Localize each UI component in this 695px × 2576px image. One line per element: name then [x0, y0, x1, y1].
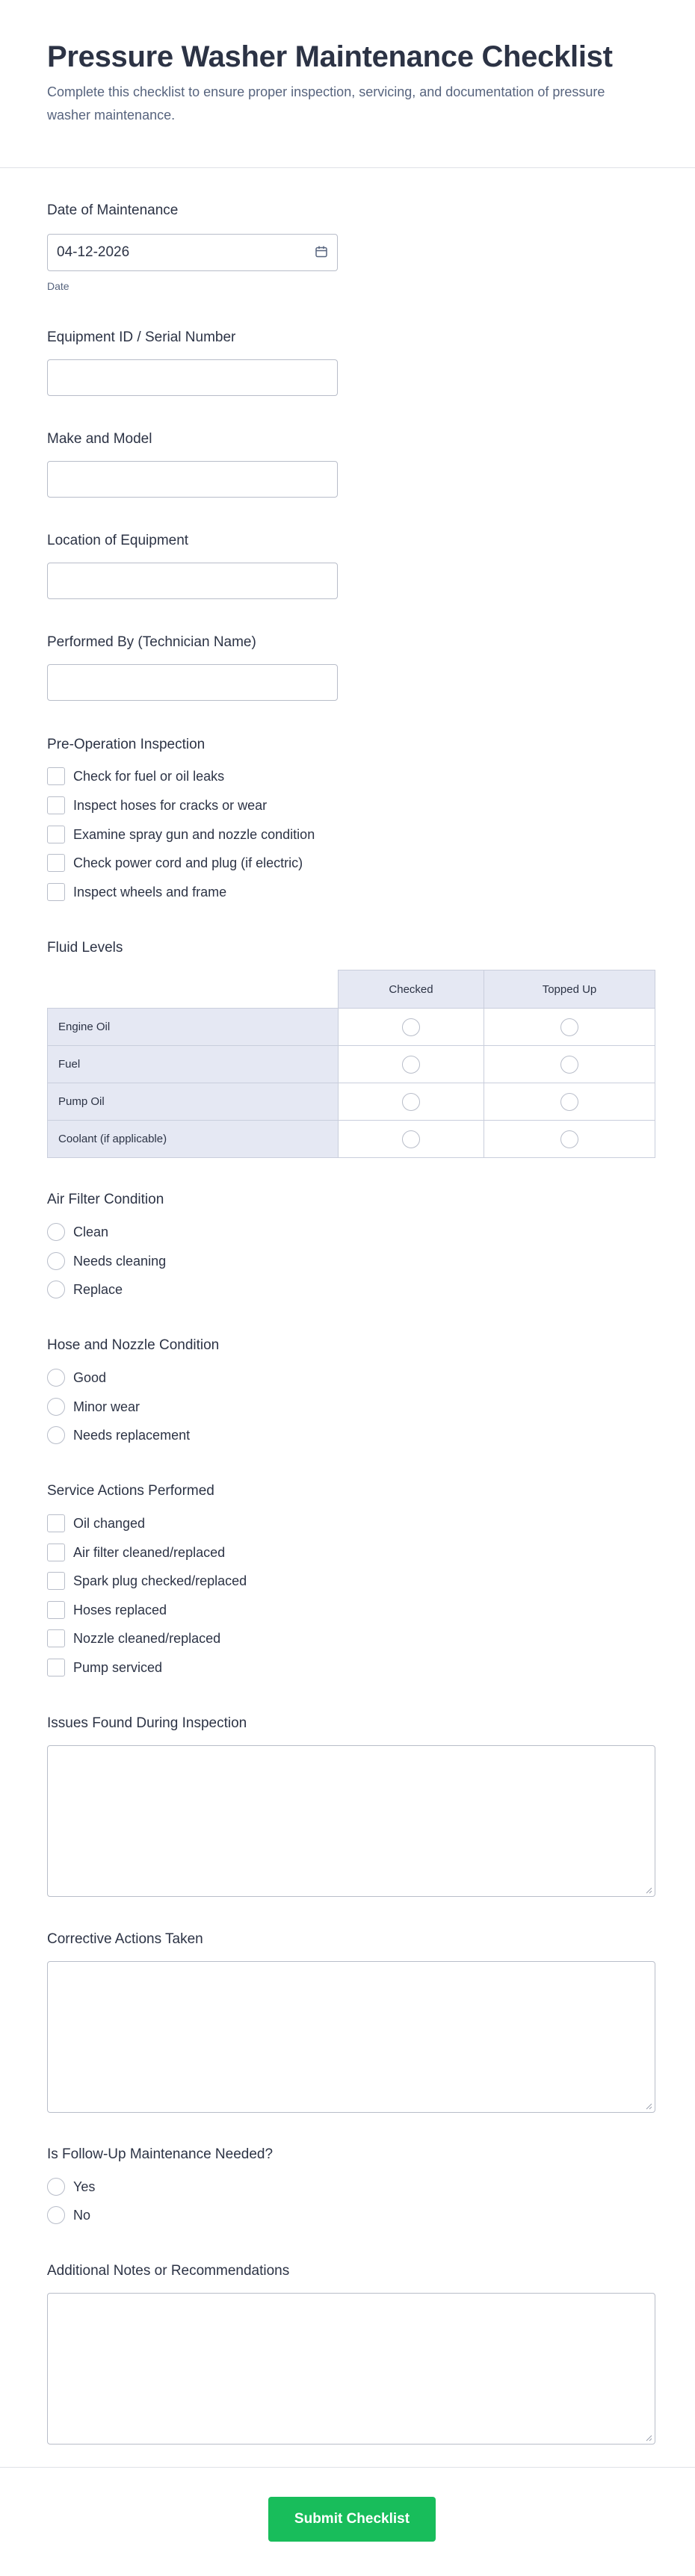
equipment-id-input[interactable] [47, 359, 338, 396]
form-header [0, 0, 695, 168]
hose-nozzle-option[interactable]: Minor wear [47, 1397, 140, 1417]
issues-label: Issues Found During Inspection [47, 1715, 247, 1731]
radio[interactable] [560, 1093, 578, 1111]
date-label: Date of Maintenance [47, 202, 179, 218]
equipment-id-label: Equipment ID / Serial Number [47, 329, 236, 345]
radio[interactable] [402, 1056, 420, 1074]
make-model-input[interactable] [47, 461, 338, 498]
resize-grip-icon[interactable] [645, 2434, 652, 2442]
service-actions-label: Service Actions Performed [47, 1483, 214, 1499]
checkbox[interactable] [47, 796, 65, 814]
radio[interactable] [560, 1130, 578, 1148]
resize-grip-icon[interactable] [645, 2102, 652, 2110]
checkbox[interactable] [47, 1601, 65, 1619]
fluid-levels-matrix [47, 970, 655, 1158]
checkbox[interactable] [47, 1514, 65, 1532]
follow-up-option[interactable]: No [47, 2205, 90, 2225]
checkbox[interactable] [47, 1544, 65, 1561]
service-action-option[interactable]: Hoses replaced [47, 1600, 167, 1620]
air-filter-option[interactable]: Clean [47, 1222, 108, 1242]
radio[interactable] [47, 1223, 65, 1241]
matrix-cell[interactable] [338, 1083, 484, 1121]
pre-op-option[interactable]: Inspect hoses for cracks or wear [47, 796, 267, 815]
checkbox[interactable] [47, 767, 65, 785]
make-model-label: Make and Model [47, 431, 152, 447]
pre-op-option[interactable]: Examine spray gun and nozzle condition [47, 825, 315, 844]
service-action-option[interactable]: Oil changed [47, 1514, 145, 1533]
pre-op-option[interactable]: Inspect wheels and frame [47, 882, 226, 902]
service-action-option[interactable]: Pump serviced [47, 1658, 162, 1677]
date-value: 04-12-2026 [57, 244, 130, 260]
radio[interactable] [402, 1093, 420, 1111]
service-action-option[interactable]: Spark plug checked/replaced [47, 1571, 247, 1591]
checkbox[interactable] [47, 1572, 65, 1590]
air-filter-label: Air Filter Condition [47, 1192, 164, 1207]
radio[interactable] [560, 1018, 578, 1036]
matrix-cell[interactable] [484, 1045, 655, 1083]
radio[interactable] [47, 2178, 65, 2196]
notes-textarea[interactable] [47, 2293, 655, 2445]
air-filter-option[interactable]: Needs cleaning [47, 1251, 166, 1271]
matrix-column-header: Checked [338, 970, 484, 1009]
pre-op-option[interactable]: Check for fuel or oil leaks [47, 767, 224, 786]
issues-textarea[interactable] [47, 1745, 655, 1897]
checkbox[interactable] [47, 1659, 65, 1676]
submit-button[interactable]: Submit Checklist [268, 2497, 436, 2542]
matrix-row-label: Engine Oil [47, 1008, 339, 1046]
pre-operation-label: Pre-Operation Inspection [47, 737, 206, 752]
hose-nozzle-option[interactable]: Good [47, 1368, 106, 1387]
radio[interactable] [47, 1281, 65, 1298]
radio[interactable] [402, 1018, 420, 1036]
radio[interactable] [47, 2206, 65, 2224]
service-action-option[interactable]: Air filter cleaned/replaced [47, 1543, 225, 1562]
matrix-cell[interactable] [484, 1008, 655, 1046]
matrix-cell[interactable] [484, 1083, 655, 1121]
checkbox[interactable] [47, 826, 65, 843]
matrix-cell[interactable] [338, 1008, 484, 1046]
matrix-row-label: Pump Oil [47, 1083, 339, 1121]
follow-up-option[interactable]: Yes [47, 2177, 95, 2196]
hose-nozzle-label: Hose and Nozzle Condition [47, 1337, 220, 1353]
checkbox[interactable] [47, 883, 65, 901]
radio[interactable] [47, 1426, 65, 1444]
radio[interactable] [47, 1369, 65, 1387]
radio[interactable] [47, 1398, 65, 1416]
matrix-cell[interactable] [338, 1120, 484, 1158]
checkbox[interactable] [47, 854, 65, 872]
radio[interactable] [402, 1130, 420, 1148]
technician-label: Performed By (Technician Name) [47, 634, 256, 650]
date-sublabel: Date [47, 280, 70, 292]
matrix-row-label: Fuel [47, 1045, 339, 1083]
technician-input[interactable] [47, 664, 338, 701]
form-footer [0, 2467, 695, 2576]
date-input[interactable] [47, 234, 338, 271]
fluid-levels-label: Fluid Levels [47, 940, 123, 956]
corrective-textarea[interactable] [47, 1961, 655, 2113]
page-title: Pressure Washer Maintenance Checklist [47, 40, 613, 73]
location-label: Location of Equipment [47, 533, 189, 548]
matrix-column-header: Topped Up [484, 970, 655, 1009]
matrix-cell[interactable] [484, 1120, 655, 1158]
notes-label: Additional Notes or Recommendations [47, 2263, 290, 2279]
resize-grip-icon[interactable] [645, 1886, 652, 1894]
follow-up-label: Is Follow-Up Maintenance Needed? [47, 2146, 274, 2162]
checkbox[interactable] [47, 1629, 65, 1647]
corrective-label: Corrective Actions Taken [47, 1931, 203, 1947]
pre-op-option[interactable]: Check power cord and plug (if electric) [47, 853, 303, 873]
hose-nozzle-option[interactable]: Needs replacement [47, 1425, 190, 1445]
matrix-row-label: Coolant (if applicable) [47, 1120, 339, 1158]
radio[interactable] [47, 1252, 65, 1270]
location-input[interactable] [47, 563, 338, 599]
service-action-option[interactable]: Nozzle cleaned/replaced [47, 1629, 220, 1648]
air-filter-option[interactable]: Replace [47, 1280, 123, 1299]
calendar-icon[interactable] [315, 245, 328, 258]
page-description: Complete this checklist to ensure proper inspection, servicing, and documentation of pressure washer maintenance. [47, 84, 605, 123]
radio[interactable] [560, 1056, 578, 1074]
matrix-cell[interactable] [338, 1045, 484, 1083]
